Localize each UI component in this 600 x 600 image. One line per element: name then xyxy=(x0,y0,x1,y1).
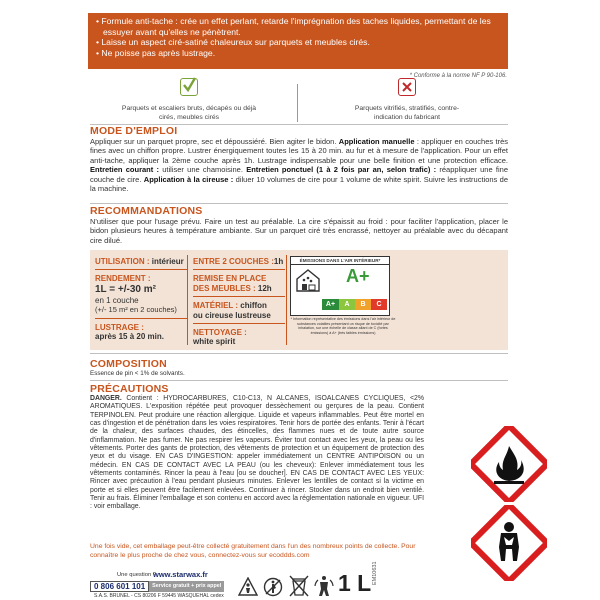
composition-text: Essence de pin < 1% de solvants. xyxy=(90,370,185,377)
question-label: Une question ? xyxy=(117,572,156,578)
composition-title: COMPOSITION xyxy=(90,358,167,370)
suitable-text: Parquets et escaliers bruts, décapés ou déjà cirés, meubles cirés xyxy=(121,105,257,121)
product-code: EM10631 xyxy=(372,561,378,585)
child-danger-icon xyxy=(238,577,258,597)
precautions-title: PRÉCAUTIONS xyxy=(90,383,169,395)
cross-icon xyxy=(398,78,416,96)
info-col-1: UTILISATION : intérieur RENDEMENT : 1L = +/-30 m² en 1 couche (+/- 15 m² en 2 couches) LUSTRAGE : après 15 à 20 min. xyxy=(95,257,187,341)
recommandations-title: RECOMMANDATIONS xyxy=(90,205,203,217)
not-suitable-text: Parquets vitrifiés, stratifiés, contre-indication du fabricant xyxy=(354,105,460,121)
phone-number: 0 806 601 101 xyxy=(90,581,149,592)
check-icon xyxy=(180,78,198,96)
mode-emploi-title: MODE D'EMPLOI xyxy=(90,125,178,137)
recycle-note: Une fois vide, cet emballage peut-être collecté gratuitement dans l'un des nombreux points de collecte. Pour connaître le plus proche de chez vous, connectez-vous sur ecoddds.com xyxy=(90,543,416,559)
health-hazard-icon xyxy=(471,505,547,581)
pregnant-warning-icon xyxy=(263,577,283,597)
suitable-block xyxy=(84,78,294,123)
feature-item: • Laisse un aspect ciré-satiné chaleureux sur parquets et meubles cirés. xyxy=(96,37,370,48)
house-icon xyxy=(295,267,321,293)
flammable-icon xyxy=(471,426,547,502)
not-suitable-block xyxy=(302,78,512,123)
service-badge: Service gratuit + prix appel xyxy=(149,581,224,592)
recommandations-text: N'utiliser que pour l'usage prévu. Faire un test au préalable. La cire s'épaissit au froid : pour faciliter l'application, placer le bidon plusieurs heures à température ambiante. Sur un parquet ciré très encrassé, nettoyer au préalable avec du décapant cire dilué. xyxy=(90,217,508,245)
company-address: S.A.S. BRUNEL - CS 80206 F 59445 WASQUEHAL cedex xyxy=(94,593,224,599)
norme-note: * Conforme à la norme NF P 90-106. xyxy=(409,73,507,79)
info-col-2: ENTRE 2 COUCHES :1h REMISE EN PLACE DES MEUBLES : 12h MATÉRIEL : chiffon ou cireuse lustreuse NETTOYAGE : white spirit xyxy=(193,257,284,347)
volume-label: 1 L xyxy=(338,570,372,596)
website: www.starwax.fr xyxy=(153,570,208,579)
emissions-label: ÉMISSIONS DANS L'AIR INTÉRIEUR* A+ A+ A B C xyxy=(290,256,390,316)
phone-block xyxy=(90,581,224,592)
emissions-note: * Information représentative des émissions dans l'air intérieur de substances volatiles présentant un risque de toxicité par inhalation, sur une échelle de classe allant de C (fortes émissions) à A+ (très faibles émissions) xyxy=(290,317,396,335)
divider xyxy=(297,84,298,122)
feature-item: • Formule anti-tache : crée un effet perlant, retarde l'imprégnation des taches liquides, permettant de les essuyer avant qu'elles ne pénètrent. xyxy=(96,16,491,37)
precautions-text: DANGER. Contient : HYDROCARBURES, C10-C13, N ALCANES, ISOALCANES CYCLIQUES, <2% AROMATIQUES. L'exposition répétée peut provoquer dessèchement ou gerçures de la peau. Contient TERPINOLEN. Peut produire une réaction allergique. Liquide et vapeurs inflammables. Peut être mortel en cas d'ingestion et de pénétration dans les voies respiratoires. Tenir hors de portée des enfants. Tenir à l'écart de la chaleur, des surfaces chaudes, des étincelles, des flammes nues et de toute autre source d'inflammation. Ne pas fumer. Ne pas respirer les vapeurs. Éviter tout contact avec les yeux, la peau ou les vêtements. Porter des gants de protection, des vêtements de protection et un équipement de protection des yeux et du visage. EN CAS D'INGESTION: appeler immédiatement un CENTRE ANTIPOISON ou un médecin. EN CAS DE CONTACT AVEC LA PEAU (ou les cheveux): Enlever immédiatement tous les vêtements contaminés. Rincer la peau à l'eau [ou se doucher]. EN CAS DE CONTACT AVEC LES YEUX: Rincer avec précaution à l'eau pendant plusieurs minutes. Enlever les lentilles de contact si la victime en porte et si elles peuvent être facilement enlevées. Continuer à rincer. Stocker dans un endroit bien ventilé. Tenir au frais. Éliminer l'emballage et son contenu en accord avec la réglementation nationale en vigueur. UFI : voir emballage. xyxy=(90,395,424,511)
emission-grade: A+ xyxy=(346,266,370,286)
features-band xyxy=(88,13,508,69)
emission-scale: A+ A B C xyxy=(322,299,387,310)
mode-emploi-text: Appliquer sur un parquet propre, sec et dépoussiéré. Bien agiter le bidon. Application manuelle : appliquer en couches très fines avec un chiffon propre. Lustrer énergiquement toutes les 15 à 20 min. au fur et à mesure de l'application. Pour un effet anti-tache, appliquer la 2ème couche après 1h. Lustrage indispensable pour une belle finition et une protection efficace. Entretien courant : utiliser une chamoisine. Entretien ponctuel (1 à 2 fois par an, selon trafic) : réappliquer une fine couche de cire. Application à la cireuse : diluer 10 volumes de cire pour 1 volume de white spirit. Suivre les instructions de la machine. xyxy=(90,137,509,194)
feature-item: • Ne poisse pas après lustrage. xyxy=(96,47,216,58)
triman-icon xyxy=(313,574,335,598)
crossed-bin-icon xyxy=(288,574,310,598)
